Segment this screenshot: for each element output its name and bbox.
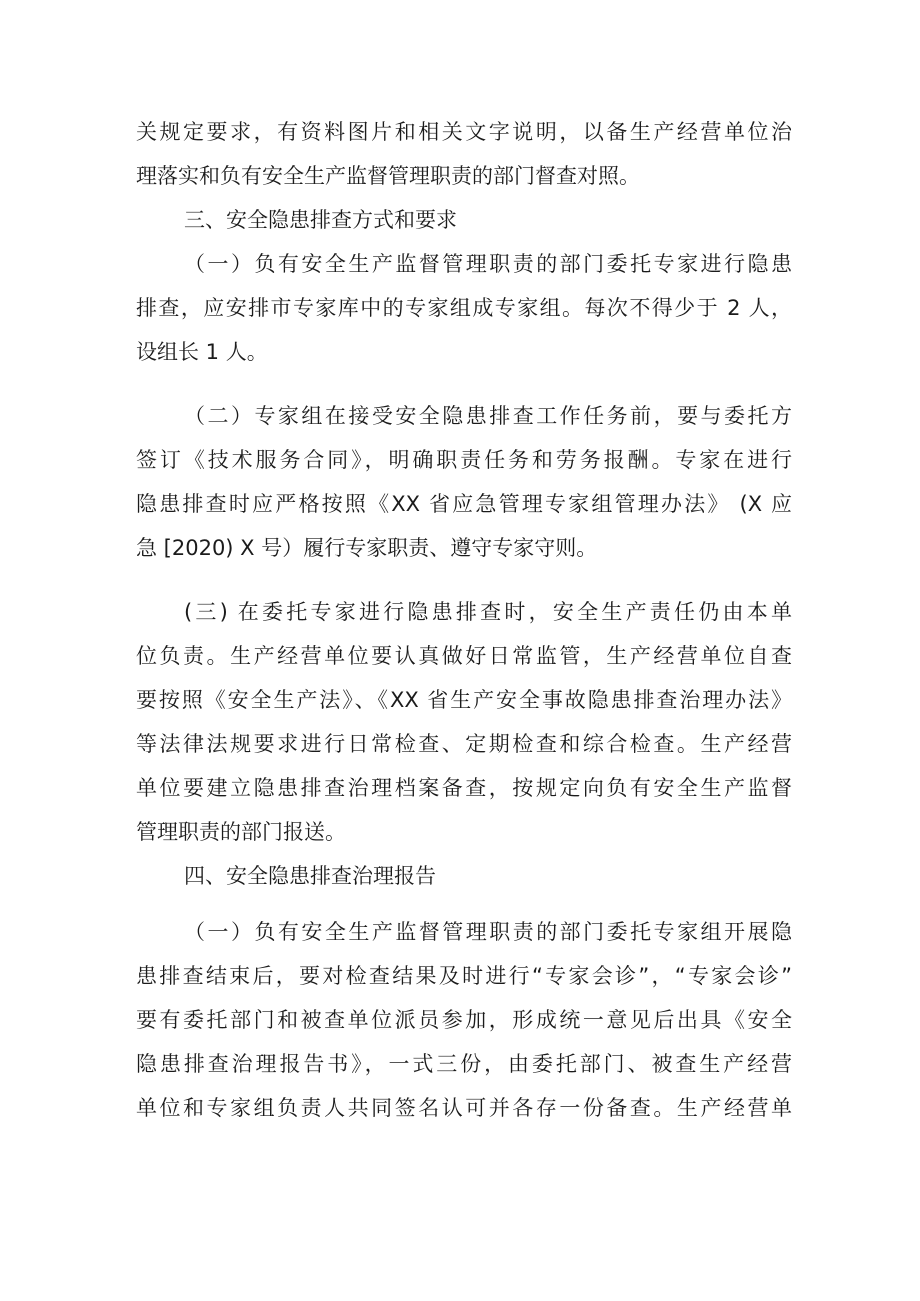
body-text-line: 患排查结束后，要对检查结果及时进行“专家会诊”，“专家会诊”: [136, 964, 792, 988]
body-text-line: 要按照《安全生产法》、《XX 省生产安全事故隐患排查治理办法》: [136, 688, 792, 712]
body-text-line: 单位和专家组负责人共同签名认可并各存一份备查。生产经营单: [136, 1096, 792, 1120]
body-text-line: 管理职责的部门报送。: [136, 820, 346, 844]
body-text-line: 隐患排查时应严格按照《XX 省应急管理专家组管理办法》 (X 应: [136, 492, 792, 516]
body-text-line: 要有委托部门和被查单位派员参加，形成统一意见后出具《安全: [136, 1008, 792, 1032]
body-text-line: 排查，应安排市专家库中的专家组成专家组。每次不得少于 2 人，: [136, 296, 792, 320]
body-text-line: （一）负有安全生产监督管理职责的部门委托专家进行隐患: [184, 252, 792, 276]
body-text-line: 位负责。生产经营单位要认真做好日常监管，生产经营单位自查: [136, 644, 792, 668]
body-text-line: 理落实和负有安全生产监督管理职责的部门督查对照。: [136, 164, 640, 188]
body-text-line: （二）专家组在接受安全隐患排查工作任务前，要与委托方: [184, 404, 792, 428]
body-text-line: 关规定要求，有资料图片和相关文字说明，以备生产经营单位治: [136, 120, 792, 144]
body-text-line: (三) 在委托专家进行隐患排查时，安全生产责任仍由本单: [184, 600, 792, 624]
body-text-line: 签订《技术服务合同》，明确职责任务和劳务报酬。专家在进行: [136, 448, 792, 472]
section-heading: 四、安全隐患排查治理报告: [184, 864, 436, 888]
body-text-line: 急 [2020) X 号）履行专家职责、遵守专家守则。: [136, 536, 598, 560]
body-text-line: 隐患排查治理报告书》，一式三份，由委托部门、被查生产经营: [136, 1052, 792, 1076]
body-text-line: （一）负有安全生产监督管理职责的部门委托专家组开展隐: [184, 920, 792, 944]
section-heading: 三、安全隐患排查方式和要求: [184, 208, 457, 232]
body-text-line: 设组长 1 人。: [136, 340, 268, 364]
body-text-line: 单位要建立隐患排查治理档案备查，按规定向负有安全生产监督: [136, 776, 792, 800]
body-text-line: 等法律法规要求进行日常检查、定期检查和综合检查。生产经营: [136, 732, 792, 756]
